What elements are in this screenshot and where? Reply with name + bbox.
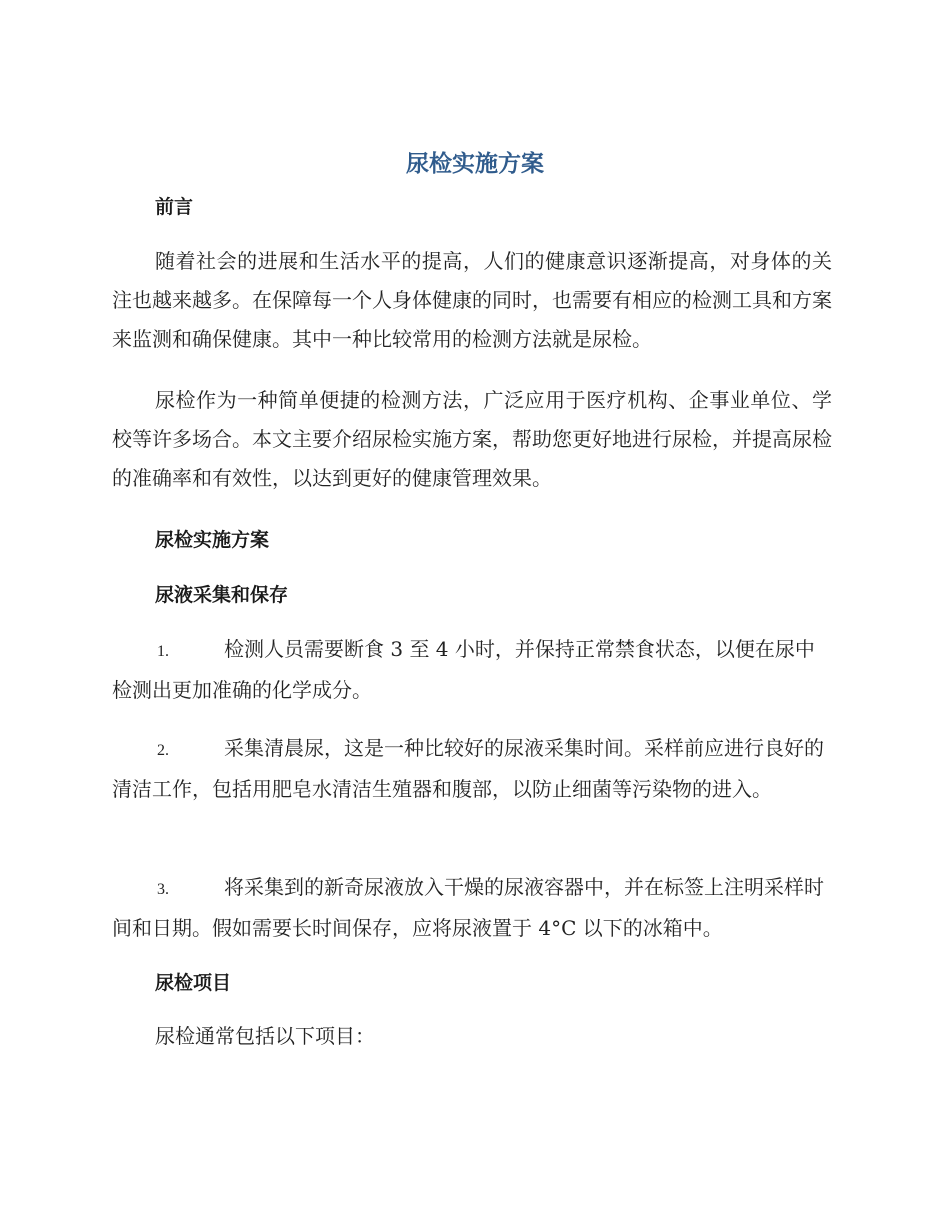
list-item-1 <box>112 630 832 710</box>
paragraph-preface-1: 随着社会的进展和生活水平的提高，人们的健康意识逐渐提高，对身体的关注也越来越多。在保障每一个人身体健康的同时，也需要有相应的检测工具和方案来监测和确保健康。其中一种比较常用的检测方法就是尿检。 <box>112 249 832 351</box>
document-title: 尿检实施方案 <box>406 151 544 177</box>
heading-test-items: 尿检项目 <box>155 972 232 994</box>
list-item-3 <box>112 868 832 948</box>
paragraph-preface-2: 尿检作为一种简单便捷的检测方法，广泛应用于医疗机构、企事业单位、学校等许多场合。本文主要介绍尿检实施方案，帮助您更好地进行尿检，并提高尿检的准确率和有效性，以达到更好的健康管理效果。 <box>112 388 832 490</box>
heading-collection: 尿液采集和保存 <box>155 584 289 606</box>
list-number: 3. <box>157 881 169 898</box>
list-text: 将采集到的新奇尿液放入干燥的尿液容器中，并在标签上注明采样时间和日期。假如需要长时间保存，应将尿液置于 4°C 以下的冰箱中。 <box>112 875 824 940</box>
heading-plan: 尿检实施方案 <box>155 529 270 551</box>
heading-preface: 前言 <box>155 196 194 218</box>
list-number: 2. <box>157 742 169 759</box>
list-text: 检测人员需要断食 3 至 4 小时，并保持正常禁食状态，以便在尿中检测出更加准确的化学成分。 <box>112 637 815 702</box>
list-number: 1. <box>157 643 169 660</box>
paragraph-test-items-intro: 尿检通常包括以下项目： <box>155 1024 375 1048</box>
list-text: 采集清晨尿，这是一种比较好的尿液采集时间。采样前应进行良好的清洁工作，包括用肥皂水清洁生殖器和腹部，以防止细菌等污染物的进入。 <box>112 736 824 801</box>
list-item-2 <box>112 729 832 809</box>
